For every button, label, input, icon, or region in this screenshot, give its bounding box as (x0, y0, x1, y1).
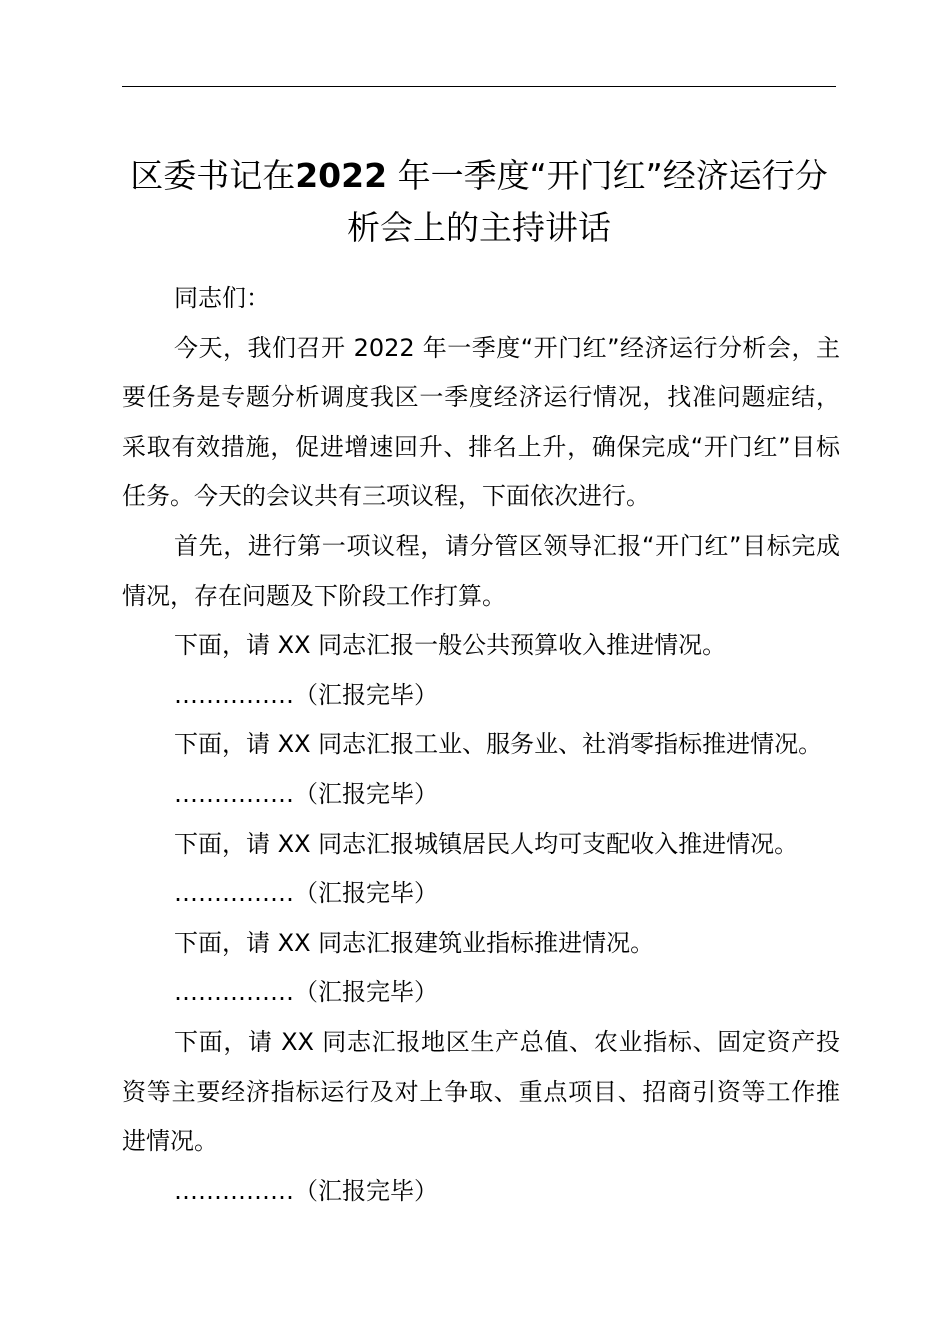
paragraph-report-income: 下面，请 XX 同志汇报城镇居民人均可支配收入推进情况。 (174, 829, 799, 858)
paragraph-opening: 今天，我们召开 2022 年一季度“开门红”经济运行分析会，主要任务是专题分析调度我区一季度经济运行情况，找准问题症结，采取有效措施，促进增速回升、排名上升，确保完成“开门红”目标任务。今天的会议共有三项议程，下面依次进行。 (122, 333, 840, 511)
report-complete-note: ……………（汇报完毕） (174, 978, 438, 1007)
title-year: 2022 (295, 156, 388, 195)
report-complete-note: ……………（汇报完毕） (174, 879, 438, 908)
document-title (122, 150, 836, 254)
report-complete-note: ……………（汇报完毕） (174, 680, 438, 709)
paragraph-report-budget: 下面，请 XX 同志汇报一般公共预算收入推进情况。 (174, 631, 727, 660)
document-body (122, 274, 840, 1216)
title-part-1: 区委书记在 (130, 156, 296, 195)
salutation: 同志们： (174, 284, 270, 312)
paragraph-report-gdp: 下面，请 XX 同志汇报地区生产总值、农业指标、固定资产投资等主要经济指标运行及对上争取、重点项目、招商引资等工作推进情况。 (122, 1027, 840, 1156)
report-complete-note: ……………（汇报完毕） (174, 779, 438, 808)
report-complete-note: ……………（汇报完毕） (174, 1176, 438, 1205)
paragraph-agenda-one: 首先，进行第一项议程，请分管区领导汇报“开门红”目标完成情况，存在问题及下阶段工作打算。 (122, 531, 840, 610)
paragraph-report-industry: 下面，请 XX 同志汇报工业、服务业、社消零指标推进情况。 (174, 730, 823, 759)
paragraph-report-construction: 下面，请 XX 同志汇报建筑业指标推进情况。 (174, 928, 655, 957)
title-part-2: 年一季度“开门红”经济运行分析会上的主持讲话 (347, 156, 828, 247)
header-rule (122, 86, 836, 87)
